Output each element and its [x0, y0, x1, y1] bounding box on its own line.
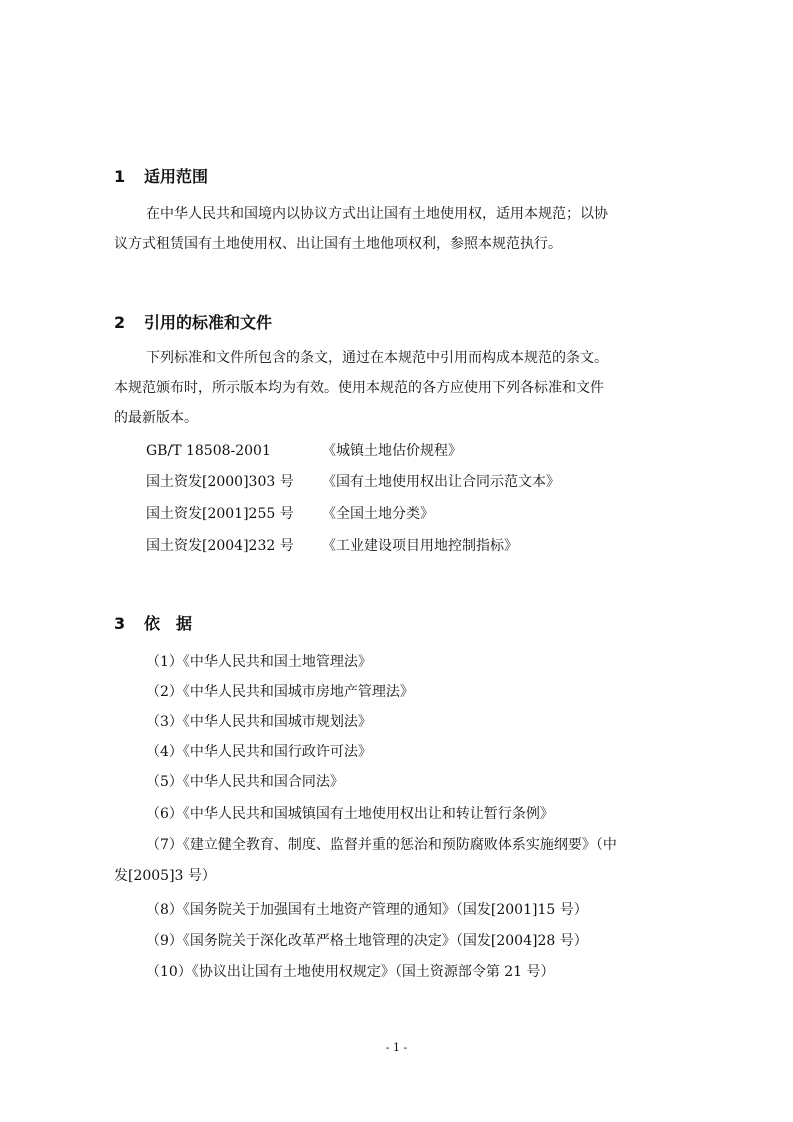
section-number: 3 — [114, 614, 126, 633]
reference-code: GB/T 18508-2001 — [146, 443, 271, 459]
basis-item: （1）《中华人民共和国土地管理法》 — [146, 654, 372, 670]
paragraph-line: 下列标准和文件所包含的条文，通过在本规范中引用而构成本规范的条文。 — [146, 350, 608, 366]
reference-title: 《国有土地使用权出让合同示范文本》 — [322, 474, 560, 490]
basis-item: （9）《国务院关于深化改革严格土地管理的决定》（国发[2004]28 号） — [146, 933, 588, 949]
reference-code: 国土资发[2004]232 号 — [146, 538, 294, 554]
reference-title: 《工业建设项目用地控制指标》 — [322, 538, 518, 554]
basis-item: （10）《协议出让国有土地使用权规定》（国土资源部令第 21 号） — [146, 964, 555, 980]
section-heading — [114, 166, 694, 188]
section-number: 1 — [114, 167, 126, 186]
reference-row — [146, 531, 518, 561]
section-1-paragraph — [146, 199, 704, 229]
section-title: 引用的标准和文件 — [144, 313, 273, 332]
reference-title: 《全国土地分类》 — [322, 506, 434, 522]
basis-item: （7）《建立健全教育、制度、监督并重的惩治和预防腐败体系实施纲要》（中 — [146, 837, 617, 853]
paragraph-line: 本规范颁布时，所示版本均为有效。使用本规范的各方应使用下列各标准和文件 — [114, 380, 604, 396]
reference-row — [146, 436, 462, 466]
basis-item: （3）《中华人民共和国城市规划法》 — [146, 714, 372, 730]
section-1 — [114, 166, 694, 188]
section-title: 适用范围 — [144, 167, 209, 186]
reference-row — [146, 467, 560, 497]
section-3 — [114, 613, 694, 635]
reference-code: 国土资发[2001]255 号 — [146, 506, 294, 522]
section-1-paragraph-cont — [114, 229, 672, 259]
basis-item: （5）《中华人民共和国合同法》 — [146, 774, 344, 790]
basis-item: （2）《中华人民共和国城市房地产管理法》 — [146, 684, 414, 700]
page-number: - 1 - — [385, 1041, 408, 1054]
basis-item: （4）《中华人民共和国行政许可法》 — [146, 744, 372, 760]
basis-item-cont: 发[2005]3 号） — [114, 868, 216, 884]
section-2 — [114, 312, 694, 334]
basis-item: （8）《国务院关于加强国有土地资产管理的通知》（国发[2001]15 号） — [146, 902, 588, 918]
section-number: 2 — [114, 313, 126, 332]
paragraph-line: 在中华人民共和国境内以协议方式出让国有土地使用权，适用本规范；以协 — [146, 206, 608, 222]
basis-item: （6）《中华人民共和国城镇国有土地使用权出让和转让暂行条例》 — [146, 806, 554, 822]
reference-code: 国土资发[2000]303 号 — [146, 474, 294, 490]
reference-row — [146, 499, 434, 529]
section-heading — [114, 613, 694, 635]
section-2-paragraph-cont — [114, 373, 672, 433]
section-title: 依 据 — [144, 614, 193, 633]
paragraph-line: 的最新版本。 — [114, 410, 198, 426]
section-heading — [114, 312, 694, 334]
reference-title: 《城镇土地估价规程》 — [322, 443, 462, 459]
paragraph-line: 议方式租赁国有土地使用权、出让国有土地他项权利，参照本规范执行。 — [114, 236, 562, 252]
section-2-paragraph — [146, 343, 704, 373]
